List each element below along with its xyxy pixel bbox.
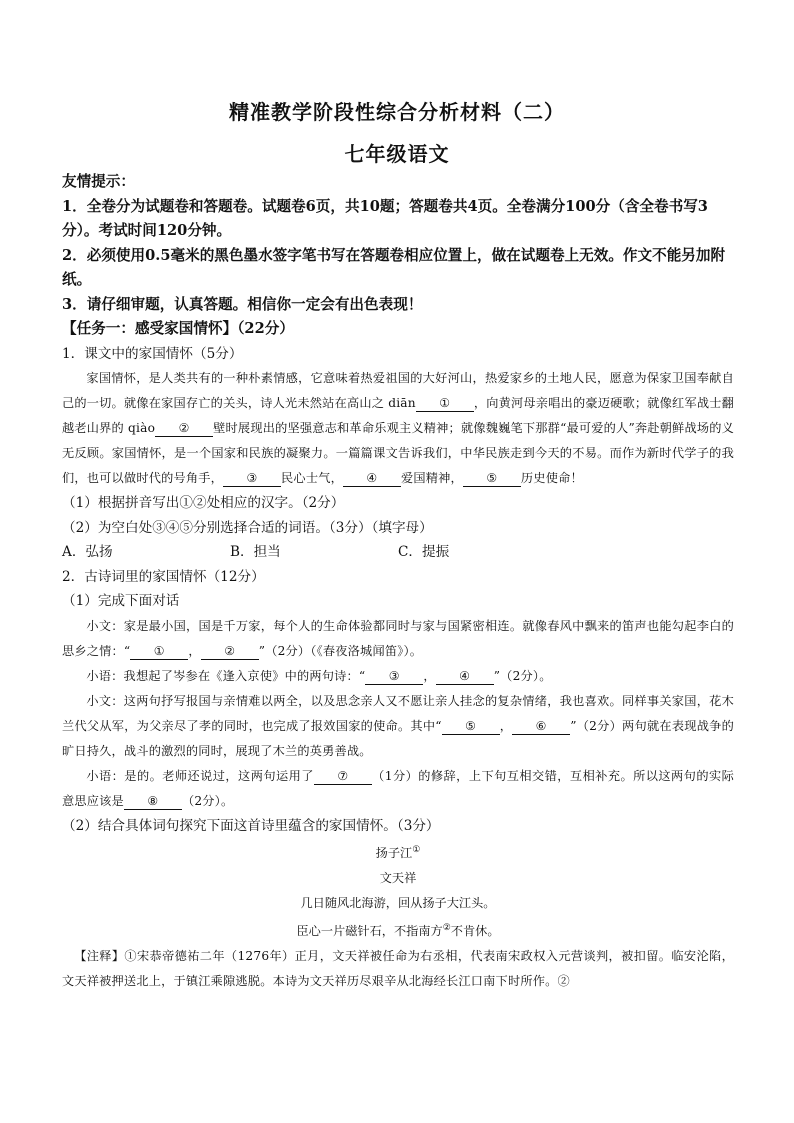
choice-b: B．担当 [230,544,281,560]
poem-line-1: 几日随风北海游，回从扬子大江头。 [300,896,496,911]
question-2-sub-2: （2）结合具体词句探究下面这首诗里蕴含的家国情怀。（3分） [62,817,440,834]
question-2-sub-1: （1）完成下面对话 [62,593,180,609]
meaning-blank-8: ⑧ [124,793,182,810]
question-1-choices [62,540,734,565]
tips-heading: 友情提示： [62,173,135,190]
question-1-title: 1．课文中的家国情怀（5分） [62,345,243,362]
tip-2: 2．必须使用0.5毫米的黑色墨水签字笔书写在答题卷相应位置上，做在试题卷上无效。作文不能另加附纸。 [62,246,726,288]
poem-note: 【注释】①宋恭帝德祐二年（1276年）正月，文天祥被任命为右丞相，代表南宋政权入元营谈判，被扣留。临安沦陷，文天祥被押送北上，于镇江乘隙逃脱。本诗为文天祥历尽艰辛从北海经长江口南下时所作。② [62,949,734,989]
poem-author: 文天祥 [379,871,417,886]
poem-blank-5: ⑤ [442,718,500,735]
dialog-line-2: 小语：我想起了岑参在《逢入京使》中的两句诗：“ ③ ， ④ ”（2分）。 [86,668,552,683]
poem-blank-6: ⑥ [512,718,570,735]
poem-title: 扬子江① [375,845,421,861]
question-2-title: 2．古诗词里的家国情怀（12分） [62,568,265,585]
blank-3: ③ [223,470,281,487]
blank-2: ② [155,420,213,437]
dialog-line-4: 小语：是的。老师还说过，这两句运用了 ⑦ （1分）的修辞，上下句互相交错，互相补充。所以这两句的实际意思应该是 ⑧ （2分）。 [62,768,734,808]
choice-a: A．弘扬 [62,544,113,560]
question-1-sub-1: （1）根据拼音写出①②处相应的汉字。（2分） [62,495,345,511]
tip-1: 1．全卷分为试题卷和答题卷。试题卷6页，共10题；答题卷共4页。全卷满分100分（含全卷书写3分）。考试时间120分钟。 [62,197,708,239]
blank-5: ⑤ [463,470,521,487]
page-title: 精准教学阶段性综合分析材料（二） [229,100,565,124]
tip-3: 3．请仔细审题，认真答题。相信你一定会有出色表现！ [62,295,423,313]
dialog-line-3: 小文：这两句抒写报国与亲情难以两全，以及思念亲人又不愿让亲人挂念的复杂情绪，我也喜欢。同样事关家国，花木兰代父从军，为父亲尽了孝的同时，也完成了报效国家的使命。其中“ ⑤ ， ⑥ ”（2分）两句就在表现战争的旷日持久，战斗的激烈的同时，展现了木兰的英勇善战。 [62,693,734,758]
question-1-passage: 家国情怀，是人类共有的一种朴素情感，它意味着热爱祖国的大好河山，热爱家乡的土地人民，愿意为保家卫国奉献自己的一切。就像在家国存亡的关头，诗人光未然站在高山之 diān ① ，向黄河母亲唱出的豪迈硬歌；就像红军战士翻越老山界的 qiào ② 壁时展现出的坚强意志和革命乐观主义精神；就像魏巍笔下那群“最可爱的人”奔赴朝鲜战场的义无反顾。家国情怀，是一个国家和民族的凝聚力。一篇篇课文告诉我们，中华民族走到今天的不易。而作为新时代学子的我们，也可以做时代的号角手， ③ 民心士气， ④ 爱国精神， ⑤ 历史使命！ [62,371,735,485]
poem-blank-4: ④ [436,668,494,685]
dialog-line-1: 小文：家是最小国，国是千万家，每个人的生命体验都同时与家与国紧密相连。就像春风中飘来的笛声也能勾起李白的思乡之情：“ ① ， ② ”（2分）（《春夜洛城闻笛》）。 [62,618,734,658]
poem-blank-2: ② [201,643,259,660]
page-subtitle: 七年级语文 [344,142,450,166]
question-1-sub-2: （2）为空白处③④⑤分别选择合适的词语。（3分）（填字母） [62,519,433,536]
poem-blank-3: ③ [365,668,423,685]
blank-1: ① [416,395,474,412]
poem-blank-1: ① [130,643,188,660]
poem-line-2: 臣心一片磁针石，不指南方②不肯休。 [296,923,500,939]
exam-content [62,170,734,994]
choice-c: C．提振 [398,544,450,560]
blank-4: ④ [343,470,401,487]
task-1-heading: 【任务一：感受家国情怀】（22分） [62,320,294,337]
rhetoric-blank-7: ⑦ [314,768,372,785]
